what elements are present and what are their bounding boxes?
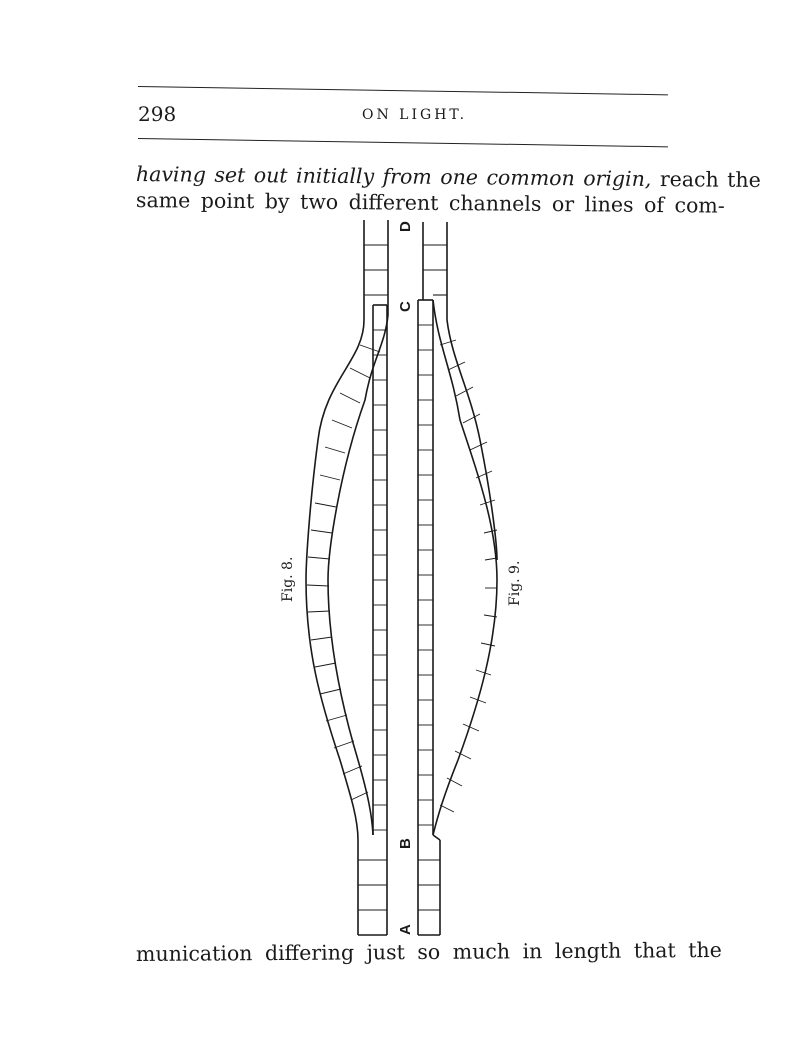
label-d: D (397, 221, 414, 232)
figure-labels (397, 221, 414, 935)
caption-fig-8: Fig. 8. (280, 556, 296, 602)
text-line-1-rest: reach the (651, 166, 761, 192)
label-c: C (397, 301, 414, 312)
text-line-3: munication differing just so much in length that the (135, 937, 722, 966)
label-a: A (397, 924, 414, 935)
label-b: B (397, 838, 414, 849)
running-title: ON LIGHT. (362, 107, 468, 123)
figure-drawing (306, 220, 497, 935)
caption-fig-9: Fig. 9. (507, 560, 523, 606)
page-number: 298 (138, 102, 177, 126)
text-line-2: same point by two different channels or lines of com- (135, 188, 725, 218)
curved-channel-ticks (307, 340, 497, 812)
italic-phrase: having set out initially from one common origin, (135, 162, 652, 191)
inner-channel-ticks (373, 325, 433, 830)
figure-captions (280, 557, 523, 606)
